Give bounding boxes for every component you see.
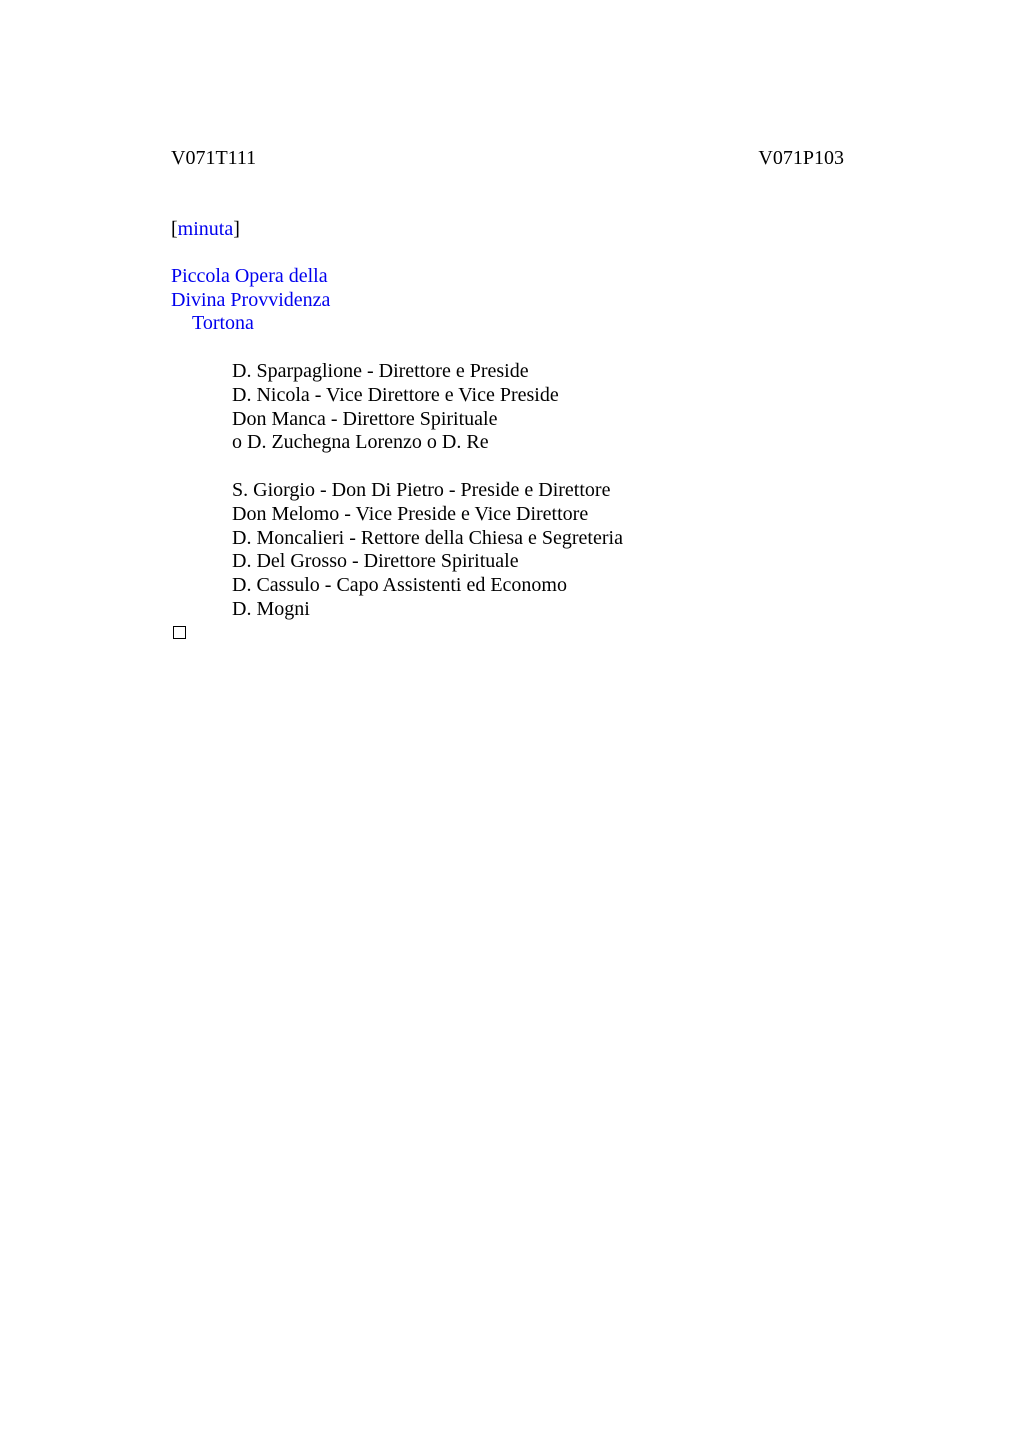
staff-list-first: [232, 360, 559, 455]
letterhead: [171, 265, 330, 336]
close-bracket: ]: [233, 218, 240, 240]
open-bracket: [: [171, 218, 178, 240]
staff-entry: D. Mogni: [232, 597, 310, 620]
staff-entry: Don Manca - Direttore Spirituale: [232, 407, 498, 430]
staff-entry: Don Melomo - Vice Preside e Vice Direttore: [232, 502, 589, 525]
staff-entry: D. Del Grosso - Direttore Spirituale: [232, 550, 519, 573]
letterhead-line-1: Piccola Opera della: [171, 265, 328, 287]
document-code-left: V071T111: [171, 147, 257, 169]
minuta-word: minuta: [177, 218, 234, 240]
letterhead-line-3: Tortona: [192, 312, 254, 335]
staff-entry: o D. Zuchegna Lorenzo o D. Re: [232, 431, 489, 454]
staff-entry: D. Nicola - Vice Direttore e Vice Preside: [232, 383, 559, 406]
minuta-note: [171, 217, 240, 241]
document-code-right: V071P103: [758, 147, 844, 169]
staff-entry: S. Giorgio - Don Di Pietro - Preside e Direttore: [232, 479, 611, 501]
staff-entry: D. Sparpaglione - Direttore e Preside: [232, 360, 529, 382]
staff-entry: D. Cassulo - Capo Assistenti ed Economo: [232, 574, 567, 597]
staff-entry: D. Moncalieri - Rettore della Chiesa e Segreteria: [232, 526, 623, 549]
square-outline-icon: [173, 626, 186, 639]
letterhead-line-2: Divina Provvidenza: [171, 288, 331, 311]
staff-list-second: [232, 479, 623, 622]
